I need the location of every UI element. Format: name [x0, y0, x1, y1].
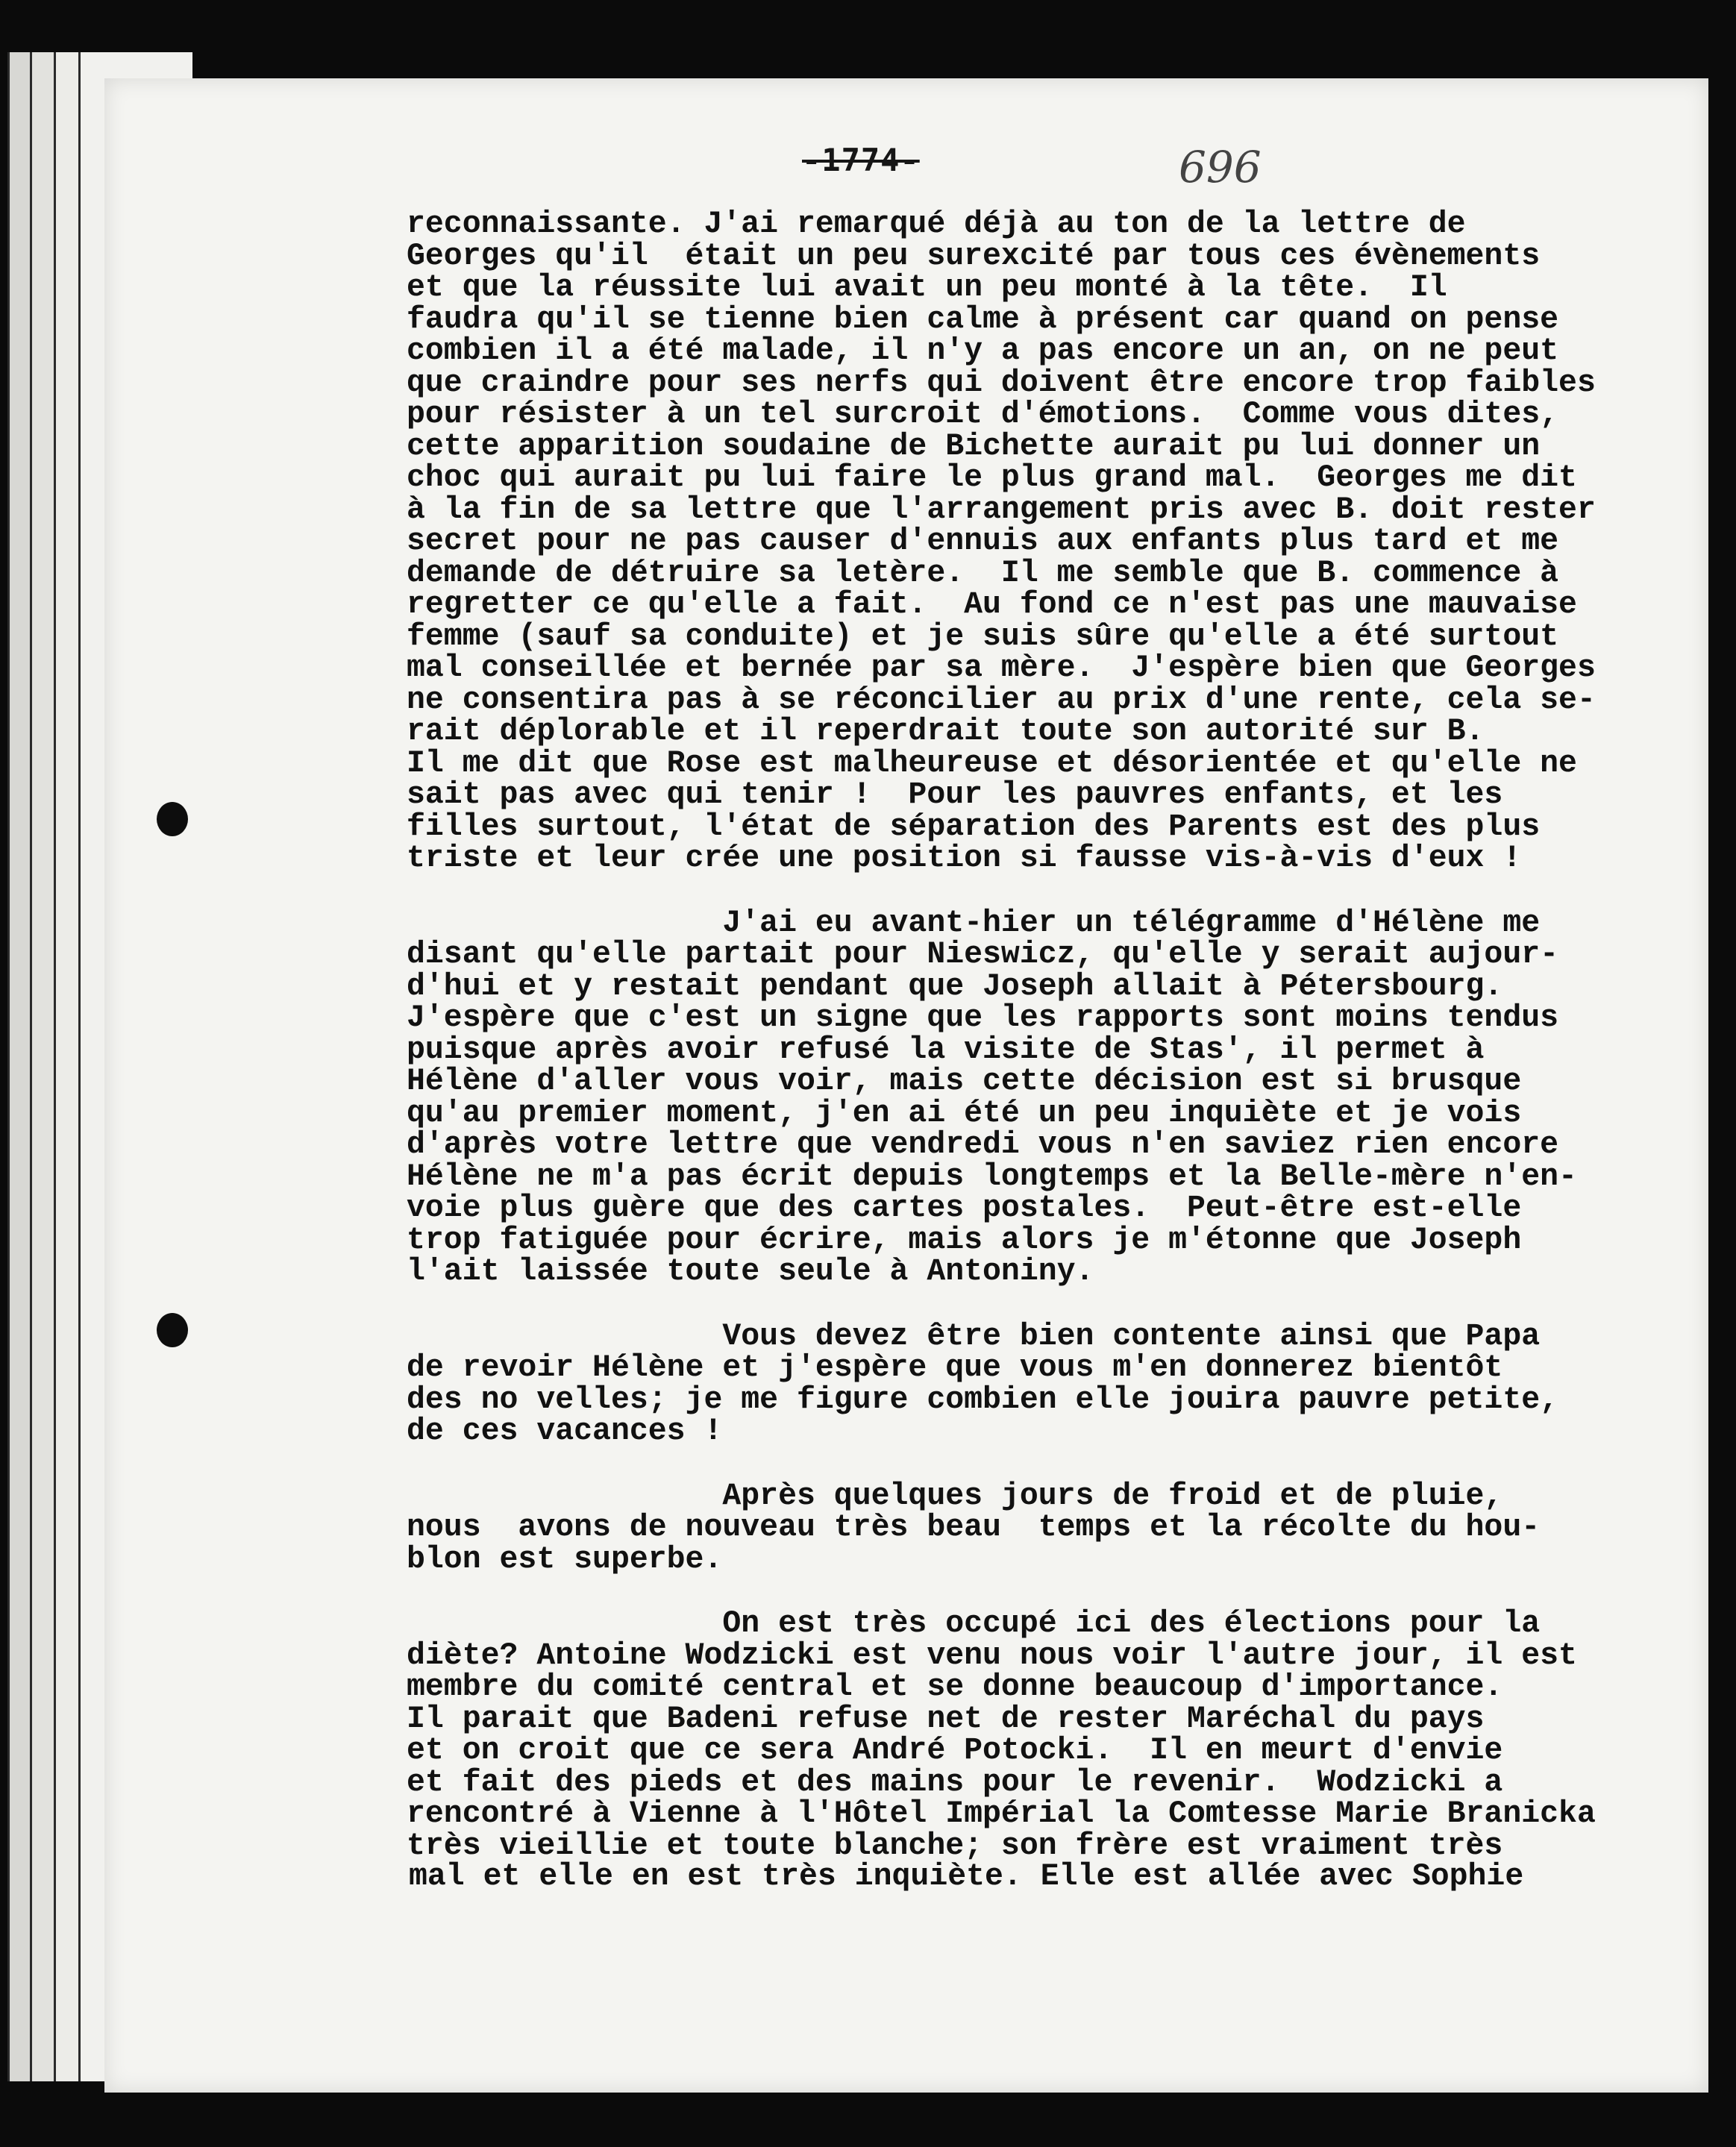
text-line: diète? Antoine Wodzicki est venu nous voir l'autre jour, il est [407, 1637, 1577, 1673]
text-line: choc qui aurait pu lui faire le plus grand mal. Georges me dit [407, 460, 1577, 495]
letter-body [407, 209, 1690, 1895]
paragraph [407, 209, 1690, 875]
text-line: Vous devez être bien contente ainsi que Papa [407, 1318, 1541, 1354]
text-line: Georges qu'il était un peu surexcité par tous ces évènements [407, 238, 1541, 274]
text-line: sait pas avec qui tenir ! Pour les pauvres enfants, et les [407, 777, 1503, 812]
text-line: trop fatiguée pour écrire, mais alors je m'étonne que Joseph [407, 1222, 1522, 1258]
text-line: des no velles; je me figure combien elle jouira pauvre petite, [407, 1382, 1559, 1417]
text-line: Hélène ne m'a pas écrit depuis longtemps et la Belle-mère n'en- [407, 1159, 1577, 1194]
text-line: blon est superbe. [407, 1541, 723, 1577]
paragraph [407, 1318, 1690, 1449]
text-line: membre du comité central et se donne beaucoup d'importance. [407, 1670, 1503, 1705]
text-line: d'après votre lettre que vendredi vous n'en saviez rien encore [407, 1127, 1559, 1162]
text-line: disant qu'elle partait pour Nieswicz, qu'elle y serait aujour- [407, 937, 1559, 972]
text-line: et que la réussite lui avait un peu monté à la tête. Il [407, 270, 1447, 305]
text-line: nous avons de nouveau très beau temps et la récolte du hou- [407, 1510, 1541, 1545]
text-line: d'hui et y restait pendant que Joseph allait à Pétersbourg. [407, 968, 1503, 1004]
text-line: très vieillie et toute blanche; son frère est vraiment très [407, 1828, 1503, 1864]
text-line: pour résister à un tel surcroit d'émotions. Comme vous dites, [407, 397, 1559, 432]
text-line: rencontré à Vienne à l'Hôtel Impérial la Comtesse Marie Branicka [407, 1796, 1596, 1831]
text-line: J'ai eu avant-hier un télégramme d'Hélène me [407, 905, 1541, 941]
text-line: voie plus guère que des cartes postales. Peut-être est-elle [407, 1191, 1522, 1226]
text-line: et fait des pieds et des mains pour le revenir. Wodzicki a [407, 1764, 1503, 1800]
paragraph [407, 905, 1690, 1289]
text-line: reconnaissante. J'ai remarqué déjà au ton de la lettre de [407, 207, 1466, 242]
text-line: l'ait laissée toute seule à Antoniny. [407, 1254, 1094, 1289]
text-line: à la fin de sa lettre que l'arrangement pris avec B. doit rester [407, 492, 1596, 527]
text-line: On est très occupé ici des élections pour la [407, 1606, 1541, 1641]
text-line: J'espère que c'est un signe que les rapports sont moins tendus [407, 1000, 1559, 1035]
text-line: Après quelques jours de froid et de pluie, [407, 1478, 1503, 1514]
text-line: combien il a été malade, il n'y a pas encore un an, on ne peut [407, 333, 1559, 369]
paragraph [407, 1608, 1690, 1862]
text-line: femme (sauf sa conduite) et je suis sûre qu'elle a été surtout [407, 618, 1559, 654]
text-line: Il parait que Badeni refuse net de rester Maréchal du pays [407, 1701, 1485, 1737]
text-line: de revoir Hélène et j'espère que vous m'en donnerez bientôt [407, 1350, 1503, 1385]
text-line: secret pour ne pas causer d'ennuis aux enfants plus tard et me [407, 524, 1559, 559]
letter-last-line: mal et elle en est très inquiète. Elle est allée avec Sophie [409, 1859, 1524, 1894]
text-line: que craindre pour ses nerfs qui doivent être encore trop faibles [407, 365, 1596, 401]
text-line: filles surtout, l'état de séparation des Parents est des plus [407, 809, 1541, 844]
punch-hole [157, 1313, 188, 1347]
punch-hole [157, 802, 188, 836]
text-line: regretter ce qu'elle a fait. Au fond ce n'est pas une mauvaise [407, 587, 1577, 622]
text-line: rait déplorable et il reperdrait toute son autorité sur B. [407, 714, 1485, 749]
text-line: puisque après avoir refusé la visite de Stas', il permet à [407, 1032, 1485, 1068]
text-line: mal conseillée et bernée par sa mère. J'espère bien que Georges [407, 651, 1596, 686]
text-line: et on croit que ce sera André Potocki. Il en meurt d'envie [407, 1733, 1503, 1768]
paragraph [407, 1478, 1690, 1577]
text-line: demande de détruire sa letère. Il me semble que B. commence à [407, 555, 1559, 591]
text-line: de ces vacances ! [407, 1414, 723, 1449]
handwritten-folio: 696 [1179, 142, 1262, 192]
text-line: cette apparition soudaine de Bichette aurait pu lui donner un [407, 428, 1541, 464]
text-line: faudra qu'il se tienne bien calme à présent car quand on pense [407, 301, 1559, 337]
text-line: qu'au premier moment, j'en ai été un peu inquiète et je vois [407, 1095, 1522, 1131]
text-line: Hélène d'aller vous voir, mais cette décision est si brusque [407, 1064, 1522, 1099]
text-line: Il me dit que Rose est malheureuse et désorientée et qu'elle ne [407, 745, 1577, 781]
text-line: ne consentira pas à se réconcilier au prix d'une rente, cela se- [407, 682, 1596, 718]
page-number: -1774- [802, 142, 920, 178]
text-line: triste et leur crée une position si fausse vis-à-vis d'eux ! [407, 841, 1522, 876]
